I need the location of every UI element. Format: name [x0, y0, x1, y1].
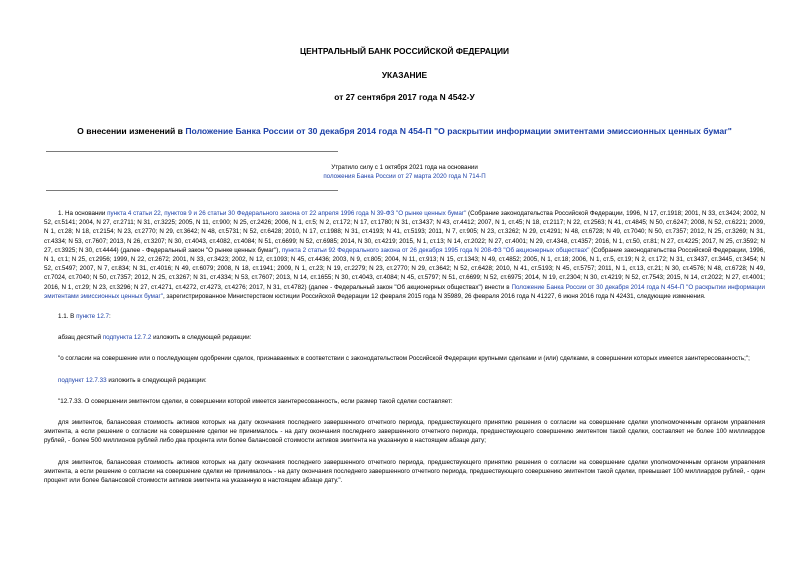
paragraph-1-1 [44, 312, 765, 321]
paragraph-1 [44, 209, 765, 301]
p1-law-link-securities[interactable]: пункта 4 статьи 22, пунктов 9 и 26 статьи 30 Федерального закона от 22 апреля 1996 года N 39-ФЗ "О рынке ценных бумаг" [107, 210, 467, 217]
doc-type-heading: УКАЗАНИЕ [381, 70, 428, 80]
p1-start: 1. На основании [58, 210, 108, 217]
date-number-heading: от 27 сентября 2017 года N 4542-У [334, 92, 475, 102]
paragraph-subclause [44, 376, 765, 385]
p3-end: изложить в следующей редакции: [151, 334, 252, 342]
issuer-heading: ЦЕНТРАЛЬНЫЙ БАНК РОССИЙСКОЙ ФЕДЕРАЦИИ [299, 46, 510, 56]
paragraph-quote-1: "о согласии на совершение или о последующем одобрении сделок, признаваемых в соответствии с законодательством Российской Федерации крупными сделками и (или) сделками, в совершении которых имеется заинтересованность;"; [58, 355, 750, 363]
paragraph-12-7-33: "12.7.33. О совершении эмитентом сделки, в совершении которой имеется заинтересованность, если размер такой сделки составляет: [58, 397, 453, 405]
p1-regulation-link[interactable]: Положение Банка России от 30 декабря 2014 года N 454-П "О раскрытии информации эмитентами эмиссионных ценных бумаг" [44, 283, 765, 300]
title-regulation-link[interactable]: Положение Банка России от 30 декабря 2014 года N 454-П "О раскрытии информации эмитентами эмиссионных ценных бумаг" [185, 126, 732, 136]
paragraph-abzac [44, 333, 765, 342]
p1-law-link-joint-stock[interactable]: пункта 2 статьи 92 Федерального закона от 26 декабря 1995 года N 208-ФЗ "Об акционерных обществах" [281, 246, 590, 254]
title-prefix: О внесении изменений в [77, 126, 186, 136]
clause-12-7-link[interactable]: пункте 12.7 [76, 313, 110, 321]
subclause-12-7-33-link[interactable]: подпункт 12.7.33 [58, 376, 107, 384]
paragraph-issuers-large: для эмитентов, балансовая стоимость активов которых на дату окончания последнего завершенного отчетного периода, предшествующего принятию решения о согласии на совершение сделки уполномоченным органом управления эмитента, а если решение о согласии на совершение сделки не принималось - на дату окончания последнего завершенного отчетного периода, предшествующего совершению эмитентом такой сделки, превышает 100 миллиардов рублей, - один процент или более балансовой стоимости активов эмитента на указанную в настоящем абзаце дату.". [44, 458, 765, 485]
p2-end: : [109, 313, 111, 321]
p5-end: изложить в следующей редакции: [106, 376, 207, 384]
separator-bottom [46, 190, 338, 191]
paragraph-issuers-small: для эмитентов, балансовая стоимость активов которых на дату окончания последнего завершенного отчетного периода, предшествующего принятию решения о согласии на совершение сделки уполномоченным органом управления эмитента, а если решение о согласии на совершение сделки не принималось - на дату окончания последнего завершенного отчетного периода, предшествующего совершению эмитентом такой сделки, составляет не более 100 миллиардов рублей, - более 500 миллионов рублей либо два процента или более балансовой стоимости активов эмитента на указанную в настоящем абзаце дату; [44, 419, 765, 445]
status-regulation-link[interactable]: положения Банка России от 27 марта 2020 года N 714-П [323, 173, 486, 180]
p1-citation-2: (Собрание законодательства Российской Федерации, 1996, N 1, ст.1; N 25, ст.2956; 1999, N 22, ст.2672; 2001, N 33, ст.3423; 2002, N 12, ст.1093; N 45, ст.4436; 2003, N 9, ст.805; 2004, N 11, ст.913; N 15, ст.1343; N 49, ст.4852; 2005, N 1, ст.18; 2006, N 1, ст.5, ст.19; N 2, ст.172; N 31, ст.3437, ст.3445, ст.3454; N 52, ст.5497; 2007, N 7, ст.834; N 31, ст.4016; N 49, ст.6079; 2008, N 18, ст.1941; 2009, N 1, ст.23; N 19, ст.2279; N 23, ст.2770; N 29, ст.3642; N 52, ст.6428; 2010, N 41, ст.5193; N 45, ст.5757; 2011, N 1, ст.13, ст.21; N 30, ст.4576; N 48, ст.6728; N 49, ст.7024, ст.7040; N 50, ст.7357; 2012, N 25, ст.3267; N 31, ст.4334; N 53, ст.7607; 2013, N 14, ст.1655; N 30, ст.4043, ст.4084; N 45, ст.5797; N 51, ст.6699; N 52, ст.6975; 2014, N 19, ст.2304; N 30, ст.4219; N 52, ст.7543; 2015, N 14, ст.2022; N 27, ст.4001; 2016, N 1, ст.29; N 23, ст.3296; N 27, ст.4271, ст.4272, ст.4273, ст.4276; 2017, N 31, ст.4782) (далее - Федеральный закон "Об акционерных обществах") внести в [44, 246, 765, 291]
separator-top [46, 151, 338, 152]
status-text: Утратило силу с 1 октября 2021 года на основании [331, 164, 478, 171]
p1-end: , зарегистрированное Министерством юстиции Российской Федерации 12 февраля 2015 года N 35989, 26 февраля 2016 года N 41227, 6 июня 2016 года N 42431, следующие изменения. [162, 292, 706, 300]
status-note [44, 163, 765, 181]
subclause-12-7-2-link[interactable]: подпункта 12.7.2 [102, 334, 152, 342]
p3-start: абзац десятый [58, 334, 103, 342]
p2-start: 1.1. В [58, 313, 77, 321]
document-title [44, 126, 765, 137]
p1-citation-1: (Собрание законодательства Российской Федерации, 1996, N 17, ст.1918; 2001, N 33, ст.3424; 2002, N 52, ст.5141; 2004, N 27, ст.2711; N 31, ст.3225; 2005, N 11, ст.900; N 25, ст.2426; 2006, N 1, ст.5; N 2, ст.172; N 17, ст.1780; N 31, ст.3437; N 43, ст.4412; 2007, N 1, ст.45; N 18, ст.2117; N 22, ст.2563; N 41, ст.4845; N 50, ст.6247; 2008, N 52, ст.6221; 2009, N 1, ст.28; N 18, ст.2154; N 23, ст.2770; N 29, ст.3642; N 48, ст.5731; N 52, ст.6428; 2010, N 17, ст.1988; N 31, ст.4193; N 41, ст.5193; 2011, N 7, ст.905; N 23, ст.3262; N 29, ст.4291; N 48, ст.6728; N 49, ст.7040; N 50, ст.7357; 2012, N 25, ст.3269; N 31, ст.4334; N 53, ст.7607; 2013, N 26, ст.3207; N 30, ст.4043, ст.4082, ст.4084; N 51, ст.6699; N 52, ст.6985; 2014, N 30, ст.4219; 2015, N 1, ст.13; N 14, ст.2022; N 27, ст.4001; N 29, ст.4348, ст.4357; 2016, N 1, ст.50, ст.81; N 27, ст.4225; 2017, N 25, ст.3592; N 27, ст.3925; N 30, ст.4444) (далее - Федеральный закон "О рынке ценных бумаг"), [44, 210, 765, 254]
